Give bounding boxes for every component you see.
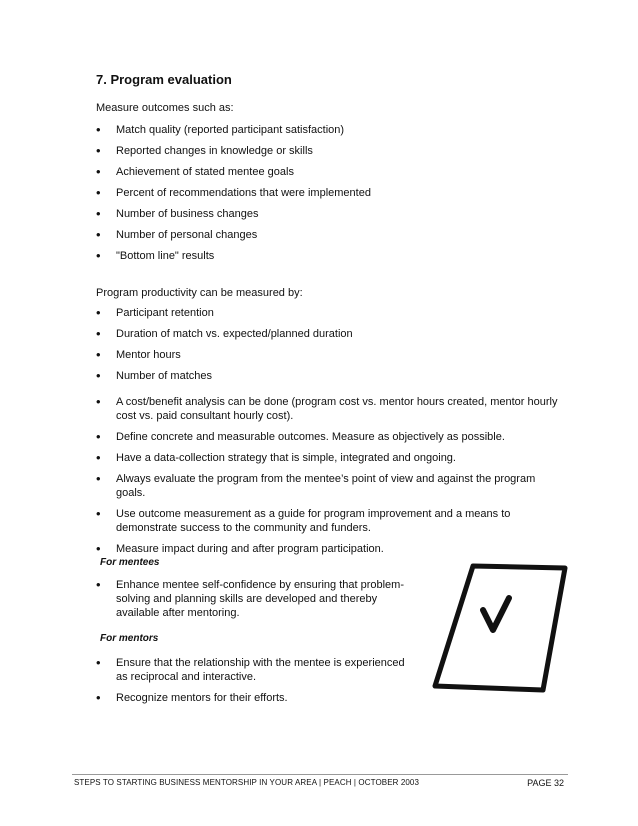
list-item-text: Duration of match vs. expected/planned duration <box>116 328 353 340</box>
list-item <box>96 430 566 444</box>
list-item <box>96 249 566 263</box>
list-item <box>96 542 566 556</box>
list-item-text: Ensure that the relationship with the mentee is experienced as reciprocal and interactive. <box>116 657 405 683</box>
bullet-icon: • <box>96 164 101 179</box>
list-item <box>96 327 566 341</box>
productivity-list <box>96 306 566 390</box>
bullet-icon: • <box>96 429 101 444</box>
list-item-text: Measure impact during and after program participation. <box>116 543 384 555</box>
list-item-text: Achievement of stated mentee goals <box>116 166 294 178</box>
list-item <box>96 123 566 137</box>
mentees-list <box>96 578 416 620</box>
bullet-icon: • <box>96 347 101 362</box>
bullet-icon: • <box>96 541 101 556</box>
measure-intro: Measure outcomes such as: <box>96 102 234 114</box>
list-item-text: Percent of recommendations that were implemented <box>116 187 371 199</box>
list-item-text: Enhance mentee self-confidence by ensuring that problem-solving and planning skills are developed and thereby available after mentoring. <box>116 579 405 619</box>
list-item-text: Define concrete and measurable outcomes. Measure as objectively as possible. <box>116 431 505 443</box>
footer-divider <box>72 774 568 775</box>
list-item-text: Number of personal changes <box>116 229 258 241</box>
list-item-text: Always evaluate the program from the mentee’s point of view and against the program goals. <box>116 473 536 499</box>
bullet-icon: • <box>96 506 101 521</box>
mentees-heading: For mentees <box>100 557 160 568</box>
list-item-text: Recognize mentors for their efforts. <box>116 692 288 704</box>
bullet-icon: • <box>96 305 101 320</box>
checkbox-check-icon <box>425 558 575 698</box>
list-item-text: Use outcome measurement as a guide for program improvement and a means to demonstrate success to the community and funders. <box>116 508 511 534</box>
section-title: 7. Program evaluation <box>96 72 232 87</box>
list-item-text: A cost/benefit analysis can be done (program cost vs. mentor hours created, mentor hourly cost vs. paid consultant hourly cost). <box>116 396 558 422</box>
bullet-icon: • <box>96 690 101 705</box>
list-item <box>96 306 566 320</box>
list-item <box>96 395 566 423</box>
mentors-list <box>96 656 416 712</box>
list-item <box>96 165 566 179</box>
mentors-heading: For mentors <box>100 633 159 644</box>
list-item <box>96 144 566 158</box>
list-item <box>96 507 566 535</box>
bullet-icon: • <box>96 185 101 200</box>
list-item-text: Have a data-collection strategy that is simple, integrated and ongoing. <box>116 452 456 464</box>
list-item-text: Participant retention <box>116 307 214 319</box>
bullet-icon: • <box>96 577 101 592</box>
list-item-text: Mentor hours <box>116 349 181 361</box>
bullet-icon: • <box>96 471 101 486</box>
bullet-icon: • <box>96 655 101 670</box>
list-item <box>96 472 566 500</box>
recommendation-list <box>96 395 566 563</box>
bullet-icon: • <box>96 206 101 221</box>
bullet-icon: • <box>96 143 101 158</box>
bullet-icon: • <box>96 122 101 137</box>
list-item-text: Number of business changes <box>116 208 259 220</box>
list-item-text: Match quality (reported participant satisfaction) <box>116 124 345 136</box>
measure-list <box>96 123 566 270</box>
list-item <box>96 207 566 221</box>
list-item <box>96 656 416 684</box>
list-item <box>96 369 566 383</box>
page-number: PAGE 32 <box>527 778 564 788</box>
bullet-icon: • <box>96 326 101 341</box>
bullet-icon: • <box>96 248 101 263</box>
list-item-text: "Bottom line" results <box>116 250 215 262</box>
bullet-icon: • <box>96 450 101 465</box>
footer-text: STEPS TO STARTING BUSINESS MENTORSHIP IN YOUR AREA | PEACH | OCTOBER 2003 <box>74 778 420 787</box>
list-item <box>96 348 566 362</box>
bullet-icon: • <box>96 227 101 242</box>
list-item-text: Reported changes in knowledge or skills <box>116 145 313 157</box>
list-item-text: Number of matches <box>116 370 212 382</box>
list-item <box>96 451 566 465</box>
bullet-icon: • <box>96 394 101 409</box>
productivity-intro: Program productivity can be measured by: <box>96 287 303 299</box>
list-item <box>96 228 566 242</box>
list-item <box>96 691 416 705</box>
list-item <box>96 186 566 200</box>
list-item <box>96 578 416 620</box>
bullet-icon: • <box>96 368 101 383</box>
